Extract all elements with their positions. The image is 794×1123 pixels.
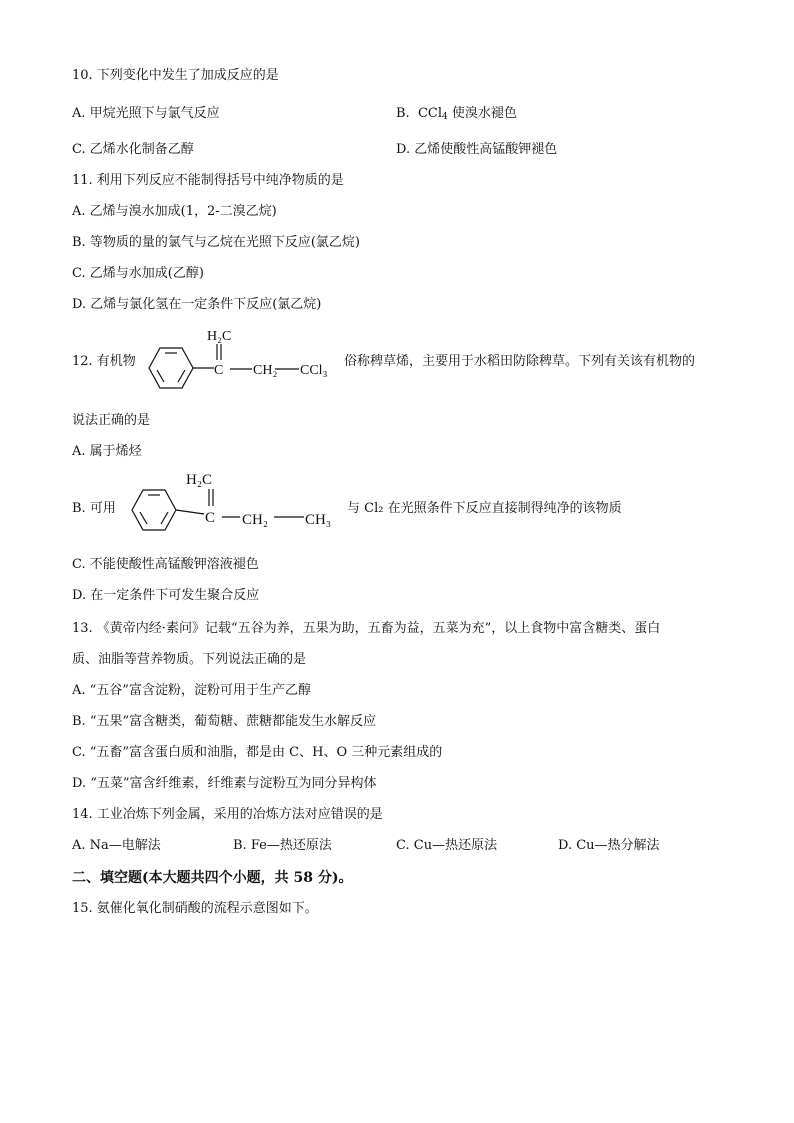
formula-ccl: CCl	[417, 106, 443, 121]
formula-subscript: 4	[442, 112, 448, 122]
bond-ring-c	[176, 510, 204, 514]
q14-stem: 14. 工业冶炼下列金属，采用的冶炼方法对应错误的是	[72, 807, 383, 822]
q10-option-b-text: 使溴水褪色	[451, 106, 517, 121]
q11-option-c: C. 乙烯与水加成(乙醇)	[72, 266, 204, 281]
structure-2-diagram	[124, 466, 340, 548]
q11-option-d: D. 乙烯与氯化氢在一定条件下反应(氯乙烷)	[72, 297, 322, 312]
struct2-ch3: CH₃	[305, 512, 332, 528]
struct2-c: C	[205, 510, 216, 526]
q10-option-c: C. 乙烯水化制备乙醇	[72, 142, 194, 157]
q14-option-a: A. Na—电解法	[72, 838, 161, 853]
q11-option-a: A. 乙烯与溴水加成(1，2-二溴乙烷)	[72, 204, 277, 219]
q10-option-b-formula	[418, 106, 448, 121]
q15-stem: 15. 氨催化氧化制硝酸的流程示意图如下。	[72, 901, 318, 916]
q12-stem-line2: 说法正确的是	[72, 413, 151, 428]
structure-1-diagram	[138, 322, 338, 400]
q13-option-b: B. “五果”富含糖类，葡萄糖、蔗糖都能发生水解反应	[72, 714, 377, 729]
benzene-ring	[132, 490, 176, 530]
q12-option-b-suffix: 与 Cl₂ 在光照条件下反应直接制得纯净的该物质	[347, 501, 622, 516]
q10-option-a: A. 甲烷光照下与氯气反应	[72, 106, 220, 121]
q13-option-d: D. “五菜”富含纤维素，纤维素与淀粉互为同分异构体	[72, 776, 377, 791]
q10-option-b	[396, 106, 517, 125]
q12-option-d: D. 在一定条件下可发生聚合反应	[72, 588, 260, 603]
q11-stem: 11. 利用下列反应不能制得括号中纯净物质的是	[72, 173, 344, 188]
q12-option-c: C. 不能使酸性高锰酸钾溶液褪色	[72, 557, 259, 572]
q10-option-d: D. 乙烯使酸性高锰酸钾褪色	[396, 142, 558, 157]
q10-stem: 10. 下列变化中发生了加成反应的是	[72, 68, 279, 83]
struct2-h2c: H₂C	[186, 472, 213, 488]
section-2-title: 二、填空题(本大题共四个小题，共 58 分)。	[72, 870, 353, 886]
struct1-h2c: H₂C	[207, 329, 232, 344]
q13-option-c: C. “五畜”富含蛋白质和油脂，都是由 C、H、O 三种元素组成的	[72, 745, 443, 760]
q13-stem-line2: 质、油脂等营养物质。下列说法正确的是	[72, 652, 307, 667]
q11-option-b: B. 等物质的量的氯气与乙烷在光照下反应(氯乙烷)	[72, 235, 360, 250]
q12-option-b-prefix: B. 可用	[72, 501, 116, 516]
struct2-ch2: CH₂	[242, 512, 269, 528]
q14-option-d: D. Cu—热分解法	[558, 838, 660, 853]
q10-option-b-label: B.	[396, 106, 410, 121]
q12-option-a: A. 属于烯烃	[72, 444, 142, 459]
q12-suffix: 俗称稗草烯，主要用于水稻田防除稗草。下列有关该有机物的	[344, 354, 696, 369]
q14-option-c: C. Cu—热还原法	[396, 838, 498, 853]
q13-option-a: A. “五谷”富含淀粉，淀粉可用于生产乙醇	[72, 683, 311, 698]
benzene-ring	[149, 348, 193, 388]
q14-option-b: B. Fe—热还原法	[233, 838, 332, 853]
struct1-ccl3: CCl₃	[300, 363, 328, 378]
struct1-ch2: CH₂	[253, 363, 278, 378]
struct1-c: C	[214, 363, 224, 378]
q13-stem-line1: 13. 《黄帝内经·素问》记载“五谷为养，五果为助，五畜为益，五菜为充”，以上食物中富含糖类、蛋白	[72, 621, 661, 636]
q12-prefix: 12. 有机物	[72, 354, 136, 369]
